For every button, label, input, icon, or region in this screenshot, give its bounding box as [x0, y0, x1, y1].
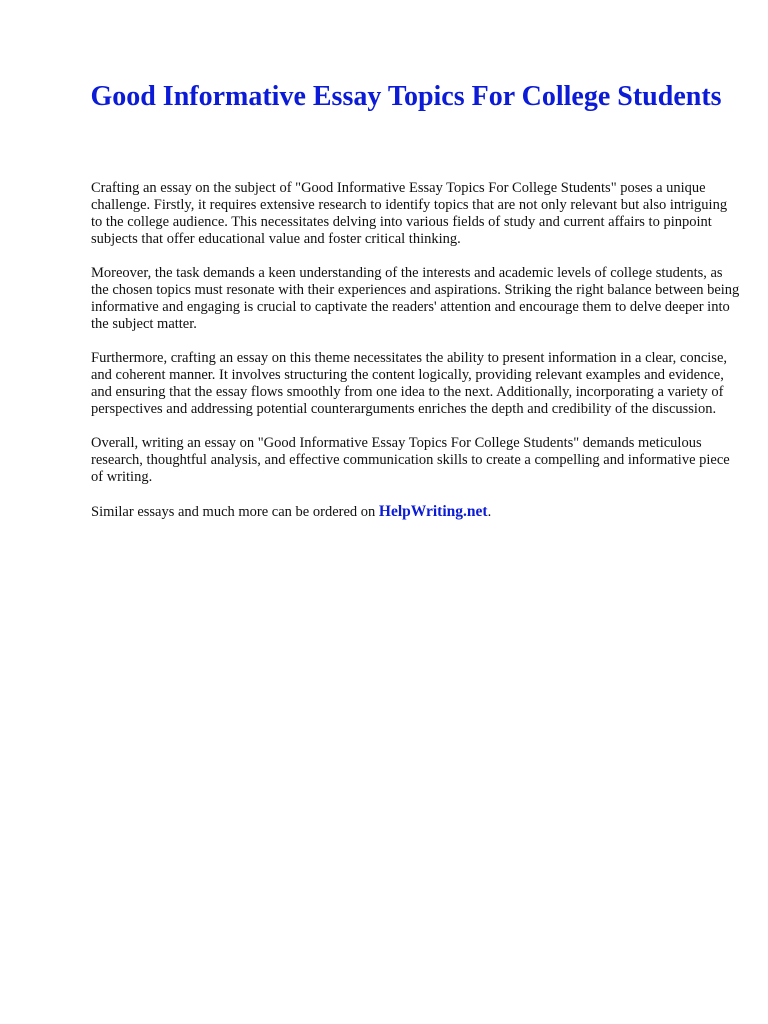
order-callout-prefix: Similar essays and much more can be ordered on [91, 504, 379, 520]
document-body [91, 180, 741, 521]
paragraph-2: Moreover, the task demands a keen understanding of the interests and academic levels of college students, as the chosen topics must resonate with their experiences and aspirations. Striking the right balance between being informative and engaging is crucial to captivate the readers' attention and encourage them to delve deeper into the subject matter. [91, 265, 740, 332]
helpwriting-link[interactable]: HelpWriting.net [378, 503, 488, 520]
order-callout-suffix: . [487, 504, 492, 520]
paragraph-3: Furthermore, crafting an essay on this theme necessitates the ability to present information in a clear, concise, and coherent manner. It involves structuring the content logically, providing relevant examples and evidence, and ensuring that the essay flows smoothly from one idea to the next. Additionally, incorporating a variety of perspectives and addressing potential counterarguments enriches the depth and credibility of the discussion. [91, 350, 728, 417]
paragraph-4: Overall, writing an essay on "Good Informative Essay Topics For College Students" demands meticulous research, thoughtful analysis, and effective communication skills to create a compelling and informative piece of writing. [91, 435, 730, 485]
document-title: Good Informative Essay Topics For College Students [90, 81, 722, 112]
order-callout [91, 503, 741, 521]
paragraph-1: Crafting an essay on the subject of "Good Informative Essay Topics For College Students" poses a unique challenge. Firstly, it requires extensive research to identify topics that are not only relevant but also intriguing to the college audience. This necessitates delving into various fields of study and current affairs to pinpoint subjects that offer educational value and foster critical thinking. [91, 180, 728, 247]
